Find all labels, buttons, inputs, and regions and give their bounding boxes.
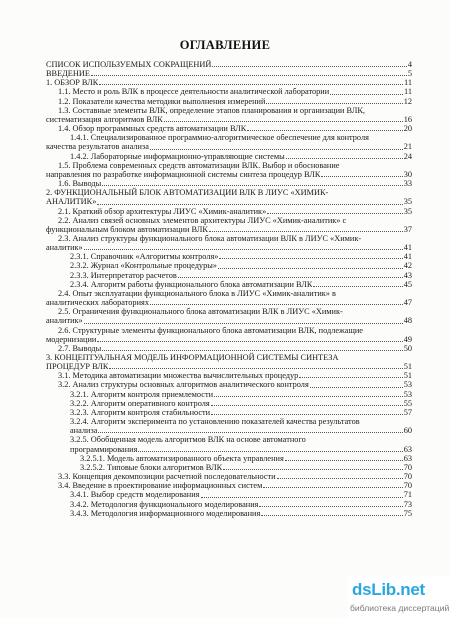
toc-entry[interactable]: 3.2.2. Алгоритм оперативного контроля 55 xyxy=(70,398,412,408)
toc-entry[interactable]: 2.3.4. Алгоритм работы функционального блока автоматизации ВЛК 45 xyxy=(70,279,412,289)
toc-entry[interactable]: анализа 60 xyxy=(70,426,412,436)
page-title: ОГЛАВЛЕНИЕ xyxy=(179,38,271,52)
toc-entry[interactable]: 3.4. Введение в проектирование информационных систем 70 xyxy=(58,481,412,491)
toc-entry-line[interactable]: 2.5. Ограничения функционального блока автоматизации ВЛК в ЛИУС «Химик- xyxy=(58,307,343,317)
toc-entry[interactable]: аналитик» 41 xyxy=(46,243,412,253)
watermark xyxy=(348,576,450,618)
toc-entry-line[interactable]: 1.3. Составные элементы ВЛК, определение этапов планирования и организации ВЛК, xyxy=(58,105,366,115)
dslib-logo: dsLib.net xyxy=(352,580,425,599)
toc-entry[interactable]: 3.2.5.1. Модель автоматизированного объекта управления 63 xyxy=(80,453,412,463)
toc-entry[interactable]: 1.6. Выводы 33 xyxy=(58,179,412,189)
toc-entry[interactable]: 2.1. Краткий обзор архитектуры ЛИУС «Химик-аналитик» 35 xyxy=(58,206,412,216)
toc-entry-line[interactable]: 1.5. Проблема современных средств автоматизации ВЛК. Выбор и обоснование xyxy=(58,160,340,170)
toc-entry[interactable]: 3.2.3. Алгоритм контроля стабильности 57 xyxy=(70,407,412,417)
toc-entry-line[interactable]: 2.6. Структурные элементы функционального блока автоматизации ВЛК, подлежащие xyxy=(58,325,363,335)
toc-entry[interactable]: 3.3. Концепция декомпозиции расчетной последовательности 70 xyxy=(58,472,412,482)
toc-entry[interactable]: 2.3.2. Журнал «Контрольные процедуры» 42 xyxy=(70,261,412,271)
toc-entry[interactable]: аналитик» 48 xyxy=(46,316,412,326)
toc-entry[interactable]: 3.2. Анализ структуры основных алгоритмов аналитического контроля 53 xyxy=(58,380,412,390)
toc-entry[interactable]: 1.1. Место и роль ВЛК в процессе деятельности аналитической лаборатории 11 xyxy=(58,87,412,97)
toc-entry[interactable]: систематизация алгоритмов ВЛК 16 xyxy=(46,114,412,124)
toc-entry[interactable]: СПИСОК ИСПОЛЬЗУЕМЫХ СОКРАЩЕНИЙ 4 xyxy=(46,60,412,69)
toc-entry[interactable]: качества результатов анализа 21 xyxy=(46,142,412,152)
toc-entry[interactable]: 1.4.2. Лабораторные информационно-управляющие системы 24 xyxy=(70,151,412,161)
toc-entry[interactable]: 1.4. Обзор программных средств автоматизации ВЛК 20 xyxy=(58,124,412,134)
toc-entry[interactable]: ПРОЦЕДУР ВЛК 51 xyxy=(46,362,412,372)
toc-entry-line[interactable]: 2. ФУНКЦИОНАЛЬНЫЙ БЛОК АВТОМАТИЗАЦИИ ВЛК В ЛИУС «ХИМИК- xyxy=(46,188,329,198)
toc-entry[interactable]: 2.3.3. Интерпретатор расчетов 43 xyxy=(70,270,412,280)
toc-entry-line[interactable]: 2.2. Анализ связей основных элементов архитектуры ЛИУС «Химик-аналитик» с xyxy=(58,215,347,225)
toc-entry[interactable]: аналитических лабораториях 47 xyxy=(46,298,412,308)
toc-entry[interactable]: 3.2.1. Алгоритм контроля приемлемости 53 xyxy=(70,389,412,399)
toc-entry[interactable]: 3.4.2. Методология функционального моделирования 73 xyxy=(70,499,412,509)
toc-entry[interactable]: 1. ОБЗОР ВЛК 11 xyxy=(46,78,412,88)
toc-entry[interactable]: 3.4.3. Методология информационного моделирования 75 xyxy=(70,508,412,518)
toc-entry[interactable]: модернизации 49 xyxy=(46,334,412,344)
table-of-contents xyxy=(46,60,412,518)
toc-entry[interactable]: программирования 63 xyxy=(70,444,412,454)
toc-entry[interactable]: 1.2. Показатели качества методики выполнения измерений 12 xyxy=(58,96,412,106)
toc-entry[interactable]: ВВЕДЕНИЕ 5 xyxy=(46,69,412,79)
toc-entry-line[interactable]: 3. КОНЦЕПТУАЛЬНАЯ МОДЕЛЬ ИНФОРМАЦИОННОЙ СИСТЕМЫ СИНТЕЗА xyxy=(46,353,339,362)
toc-entry[interactable]: 3.2.5.2. Типовые блоки алгоритмов ВЛК 70 xyxy=(80,462,412,472)
toc-entry-line[interactable]: 1.4.1. Специализированное программно-алгоритмическое обеспечение для контроля xyxy=(70,133,369,143)
toc-entry[interactable]: 2.7. Выводы 50 xyxy=(58,343,412,353)
toc-entry[interactable]: АНАЛИТИК» 35 xyxy=(46,197,412,207)
toc-entry[interactable]: 2.3.1. Справочник «Алгоритмы контроля» 41 xyxy=(70,252,412,262)
toc-entry-line[interactable]: 2.3. Анализ структуры функционального блока автоматизации ВЛК в ЛИУС «Химик- xyxy=(58,233,362,243)
toc-entry[interactable]: направления по разработке информационной системы синтеза процедур ВЛК 30 xyxy=(46,169,412,179)
toc-entry-line[interactable]: 3.2.5. Обобщенная модель алгоритмов ВЛК на основе автоматного xyxy=(70,435,306,445)
toc-entry[interactable]: 3.1. Методика автоматизации множества вычислительных процедур 51 xyxy=(58,371,412,381)
toc-entry[interactable]: функциональным блоком автоматизации ВЛК 37 xyxy=(46,224,412,234)
toc-entry[interactable]: 3.4.1. Выбор средств моделирования 71 xyxy=(70,490,412,500)
toc-entry-line[interactable]: 2.4. Опыт эксплуатации функционального блока в ЛИУС «Химик-аналитик» в xyxy=(58,288,336,298)
toc-entry-line[interactable]: 3.2.4. Алгоритм эксперимента по установлению показателей качества результатов xyxy=(70,417,360,427)
watermark-subtitle: библиотека диссертаций xyxy=(350,603,450,613)
